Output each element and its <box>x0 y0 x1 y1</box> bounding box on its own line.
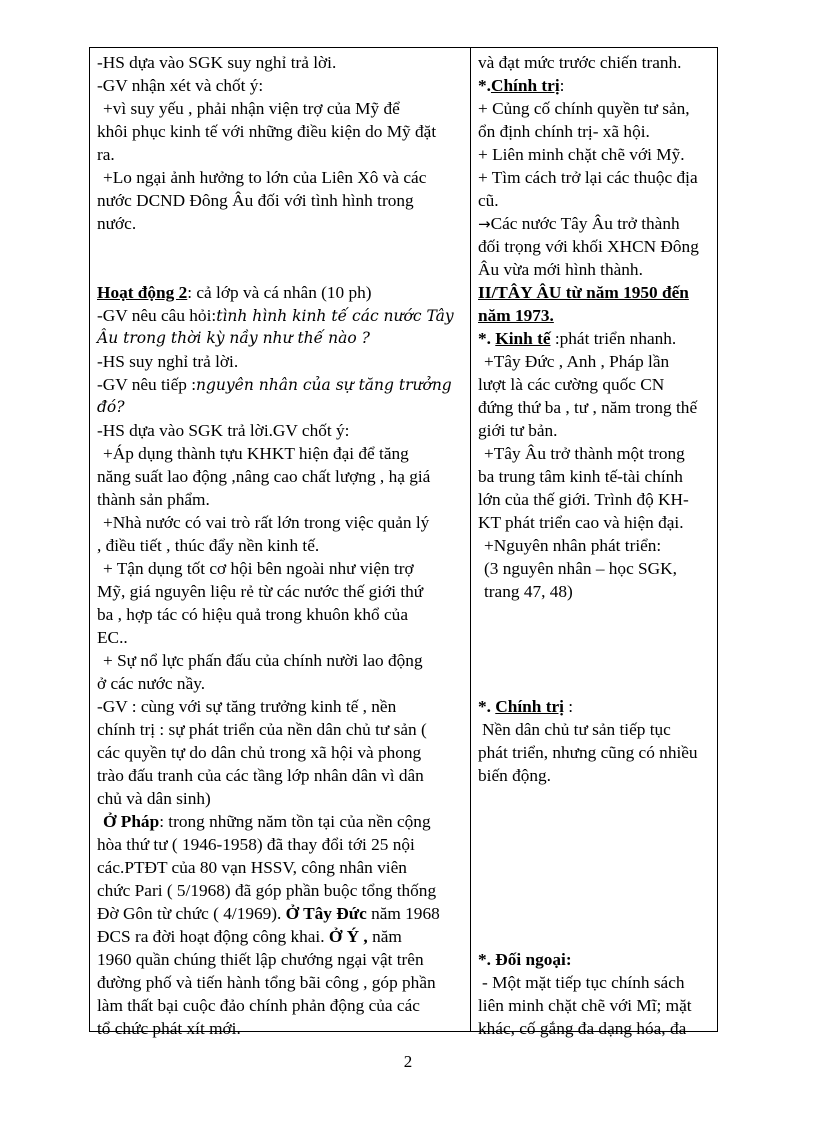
text-line: ra. <box>97 145 115 164</box>
text-line: +vì suy yếu , phải nhận viện trợ của Mỹ để <box>103 99 400 118</box>
subsection-heading: *. Chính trị : <box>478 697 574 716</box>
text-line: , điều tiết , thúc đẩy nền kinh tế. <box>97 536 320 555</box>
text-line: tổ chức phát xít mới. <box>97 1019 241 1038</box>
text-line: ổn định chính trị- xã hội. <box>478 122 650 141</box>
text-line: khôi phục kinh tế với những điều kiện do Mỹ đặt <box>97 122 437 141</box>
text-line: trang 47, 48) <box>484 582 573 601</box>
text-line: Mỹ, giá nguyên liệu rẻ từ các nước thế giới thứ <box>97 582 424 601</box>
text-line: chức Pari ( 5/1968) đã góp phần buộc tổng thống <box>97 881 437 900</box>
text-line: nước DCND Đông Âu đối với tình hình trong <box>97 191 414 210</box>
text-line: -GV nêu câu hỏi:tình hình kinh tế các nước Tây <box>97 306 454 325</box>
text-line: +Nhà nước có vai trò rất lớn trong việc quản lý <box>103 513 430 532</box>
section-title: Chính trị <box>490 76 560 95</box>
text-line: -GV nhận xét và chốt ý: <box>97 76 264 95</box>
text-line: và đạt mức trước chiến tranh. <box>478 53 682 72</box>
text-line: đối trọng với khối XHCN Đông <box>478 237 699 256</box>
text-line: ba trung tâm kinh tế-tài chính <box>478 467 683 486</box>
text-line: 1960 quần chúng thiết lập chướng ngại vật trên <box>97 950 424 969</box>
question-text: đó? <box>97 398 125 416</box>
text-line: EC.. <box>97 628 128 647</box>
content-column <box>478 51 714 1040</box>
text-line: năng suất lao động ,nâng cao chất lượng , hạ giá <box>97 467 431 486</box>
text-line: Nền dân chủ tư sản tiếp tục <box>482 720 671 739</box>
text-line: làm thất bại cuộc đảo chính phản động của các <box>97 996 420 1015</box>
text-line: nước. <box>97 214 137 233</box>
country-label: Ở Pháp <box>103 812 160 831</box>
text-line: -HS suy nghỉ trả lời. <box>97 352 239 371</box>
text-line: lượt là các cường quốc CN <box>478 375 665 394</box>
text-line: + Sự nổ lực phấn đấu của chính nười lao động <box>103 651 423 670</box>
text-line: →Các nước Tây Âu trở thành <box>478 214 680 233</box>
text-line: hòa thứ tư ( 1946-1958) đã thay đổi tới 25 nội <box>97 835 415 854</box>
text-line: liên minh chặt chẽ với Mĩ; mặt <box>478 996 692 1015</box>
question-text: tình hình kinh tế các nước Tây <box>216 307 454 325</box>
activity-heading: Hoạt động 2: cả lớp và cá nhân (10 ph) <box>97 283 372 302</box>
lesson-table <box>89 47 718 1038</box>
activity-title: Hoạt động 2 <box>97 283 188 302</box>
text-line: ba , hợp tác có hiệu quả trong khuôn khổ của <box>97 605 408 624</box>
text-line: + Tìm cách trở lại các thuộc địa <box>478 168 698 187</box>
question-text: Âu trong thời kỳ nầy như thế nào ? <box>97 329 370 347</box>
text-line: phát triển, nhưng cũng có nhiều <box>478 743 698 762</box>
text-line: +Nguyên nhân phát triển: <box>484 536 662 555</box>
text-line: Âu vừa mới hình thành. <box>478 260 643 279</box>
country-label: Ở Ý , <box>328 927 368 946</box>
text-line: ĐCS ra đời hoạt động công khai. Ở Ý , năm <box>97 927 402 946</box>
page-number: 2 <box>403 1052 413 1071</box>
section-heading: năm 1973. <box>478 306 554 325</box>
text-line: +Tây Âu trở thành một trong <box>484 444 685 463</box>
text-line: + Củng cố chính quyền tư sản, <box>478 99 690 118</box>
subsection-heading: *. Đối ngoại: <box>478 950 572 969</box>
column-divider <box>470 48 471 1031</box>
text-line: Đờ Gôn từ chức ( 4/1969). Ở Tây Đức năm 1968 <box>97 904 440 923</box>
text-line: Ở Pháp: trong những năm tồn tại của nền cộng <box>103 812 431 831</box>
text-line: -HS dựa vào SGK trả lời.GV chốt ý: <box>97 421 350 440</box>
text-line: chủ và dân sinh) <box>97 789 211 808</box>
text-line: ở các nước nầy. <box>97 674 206 693</box>
text-line: chính trị : sự phát triển của nền dân chủ tư sản ( <box>97 720 427 739</box>
text-line: các.PTĐT của 80 vạn HSSV, công nhân viên <box>97 858 407 877</box>
text-line: đường phố và tiến hành tổng bãi công , góp phần <box>97 973 436 992</box>
text-line: + Tận dụng tốt cơ hội bên ngoài như viện trợ <box>103 559 414 578</box>
country-label: Ở Tây Đức <box>285 904 367 923</box>
text-line: KT phát triển cao và hiện đại. <box>478 513 684 532</box>
text-line: +Áp dụng thành tựu KHKT hiện đại để tăng <box>103 444 409 463</box>
text-line: - Một mặt tiếp tục chính sách <box>482 973 685 992</box>
question-text: nguyên nhân của sự tăng trưởng <box>196 376 452 394</box>
text-line: đứng thứ ba , tư , năm trong thế <box>478 398 698 417</box>
text-line: +Tây Đức , Anh , Pháp lần <box>484 352 670 371</box>
text-line: -HS dựa vào SGK suy nghỉ trả lời. <box>97 53 337 72</box>
text-line: lớn của thế giới. Trình độ KH- <box>478 490 689 509</box>
text-line: giới tư bản. <box>478 421 558 440</box>
text-line: -GV : cùng với sự tăng trưởng kinh tế , nền <box>97 697 397 716</box>
text-line: +Lo ngại ảnh hưởng to lớn của Liên Xô và các <box>103 168 427 187</box>
text-line: biến động. <box>478 766 551 785</box>
text-line: trào đấu tranh của các tầng lớp nhân dân vì dân <box>97 766 424 785</box>
section-heading: *.Chính trị: <box>478 76 565 95</box>
text-line: các quyền tự do dân chủ trong xã hội và phong <box>97 743 422 762</box>
text-line: + Liên minh chặt chẽ với Mỹ. <box>478 145 685 164</box>
text-line: khác, cố gắng đa dạng hóa, đa <box>478 1019 687 1038</box>
subsection-title: Kinh tế <box>495 329 551 348</box>
text-line: cũ. <box>478 191 499 210</box>
activities-column <box>97 51 465 1040</box>
text-line: (3 nguyên nhân – học SGK, <box>484 559 677 578</box>
arrow-right-icon: → <box>478 215 491 233</box>
text-line: thành sản phẩm. <box>97 490 210 509</box>
subsection-heading: *. Kinh tế :phát triển nhanh. <box>478 329 677 348</box>
section-heading: II/TÂY ÂU từ năm 1950 đến <box>478 283 689 302</box>
text-line: -GV nêu tiếp :nguyên nhân của sự tăng trưởng <box>97 375 452 394</box>
subsection-title: Chính trị <box>495 697 564 716</box>
